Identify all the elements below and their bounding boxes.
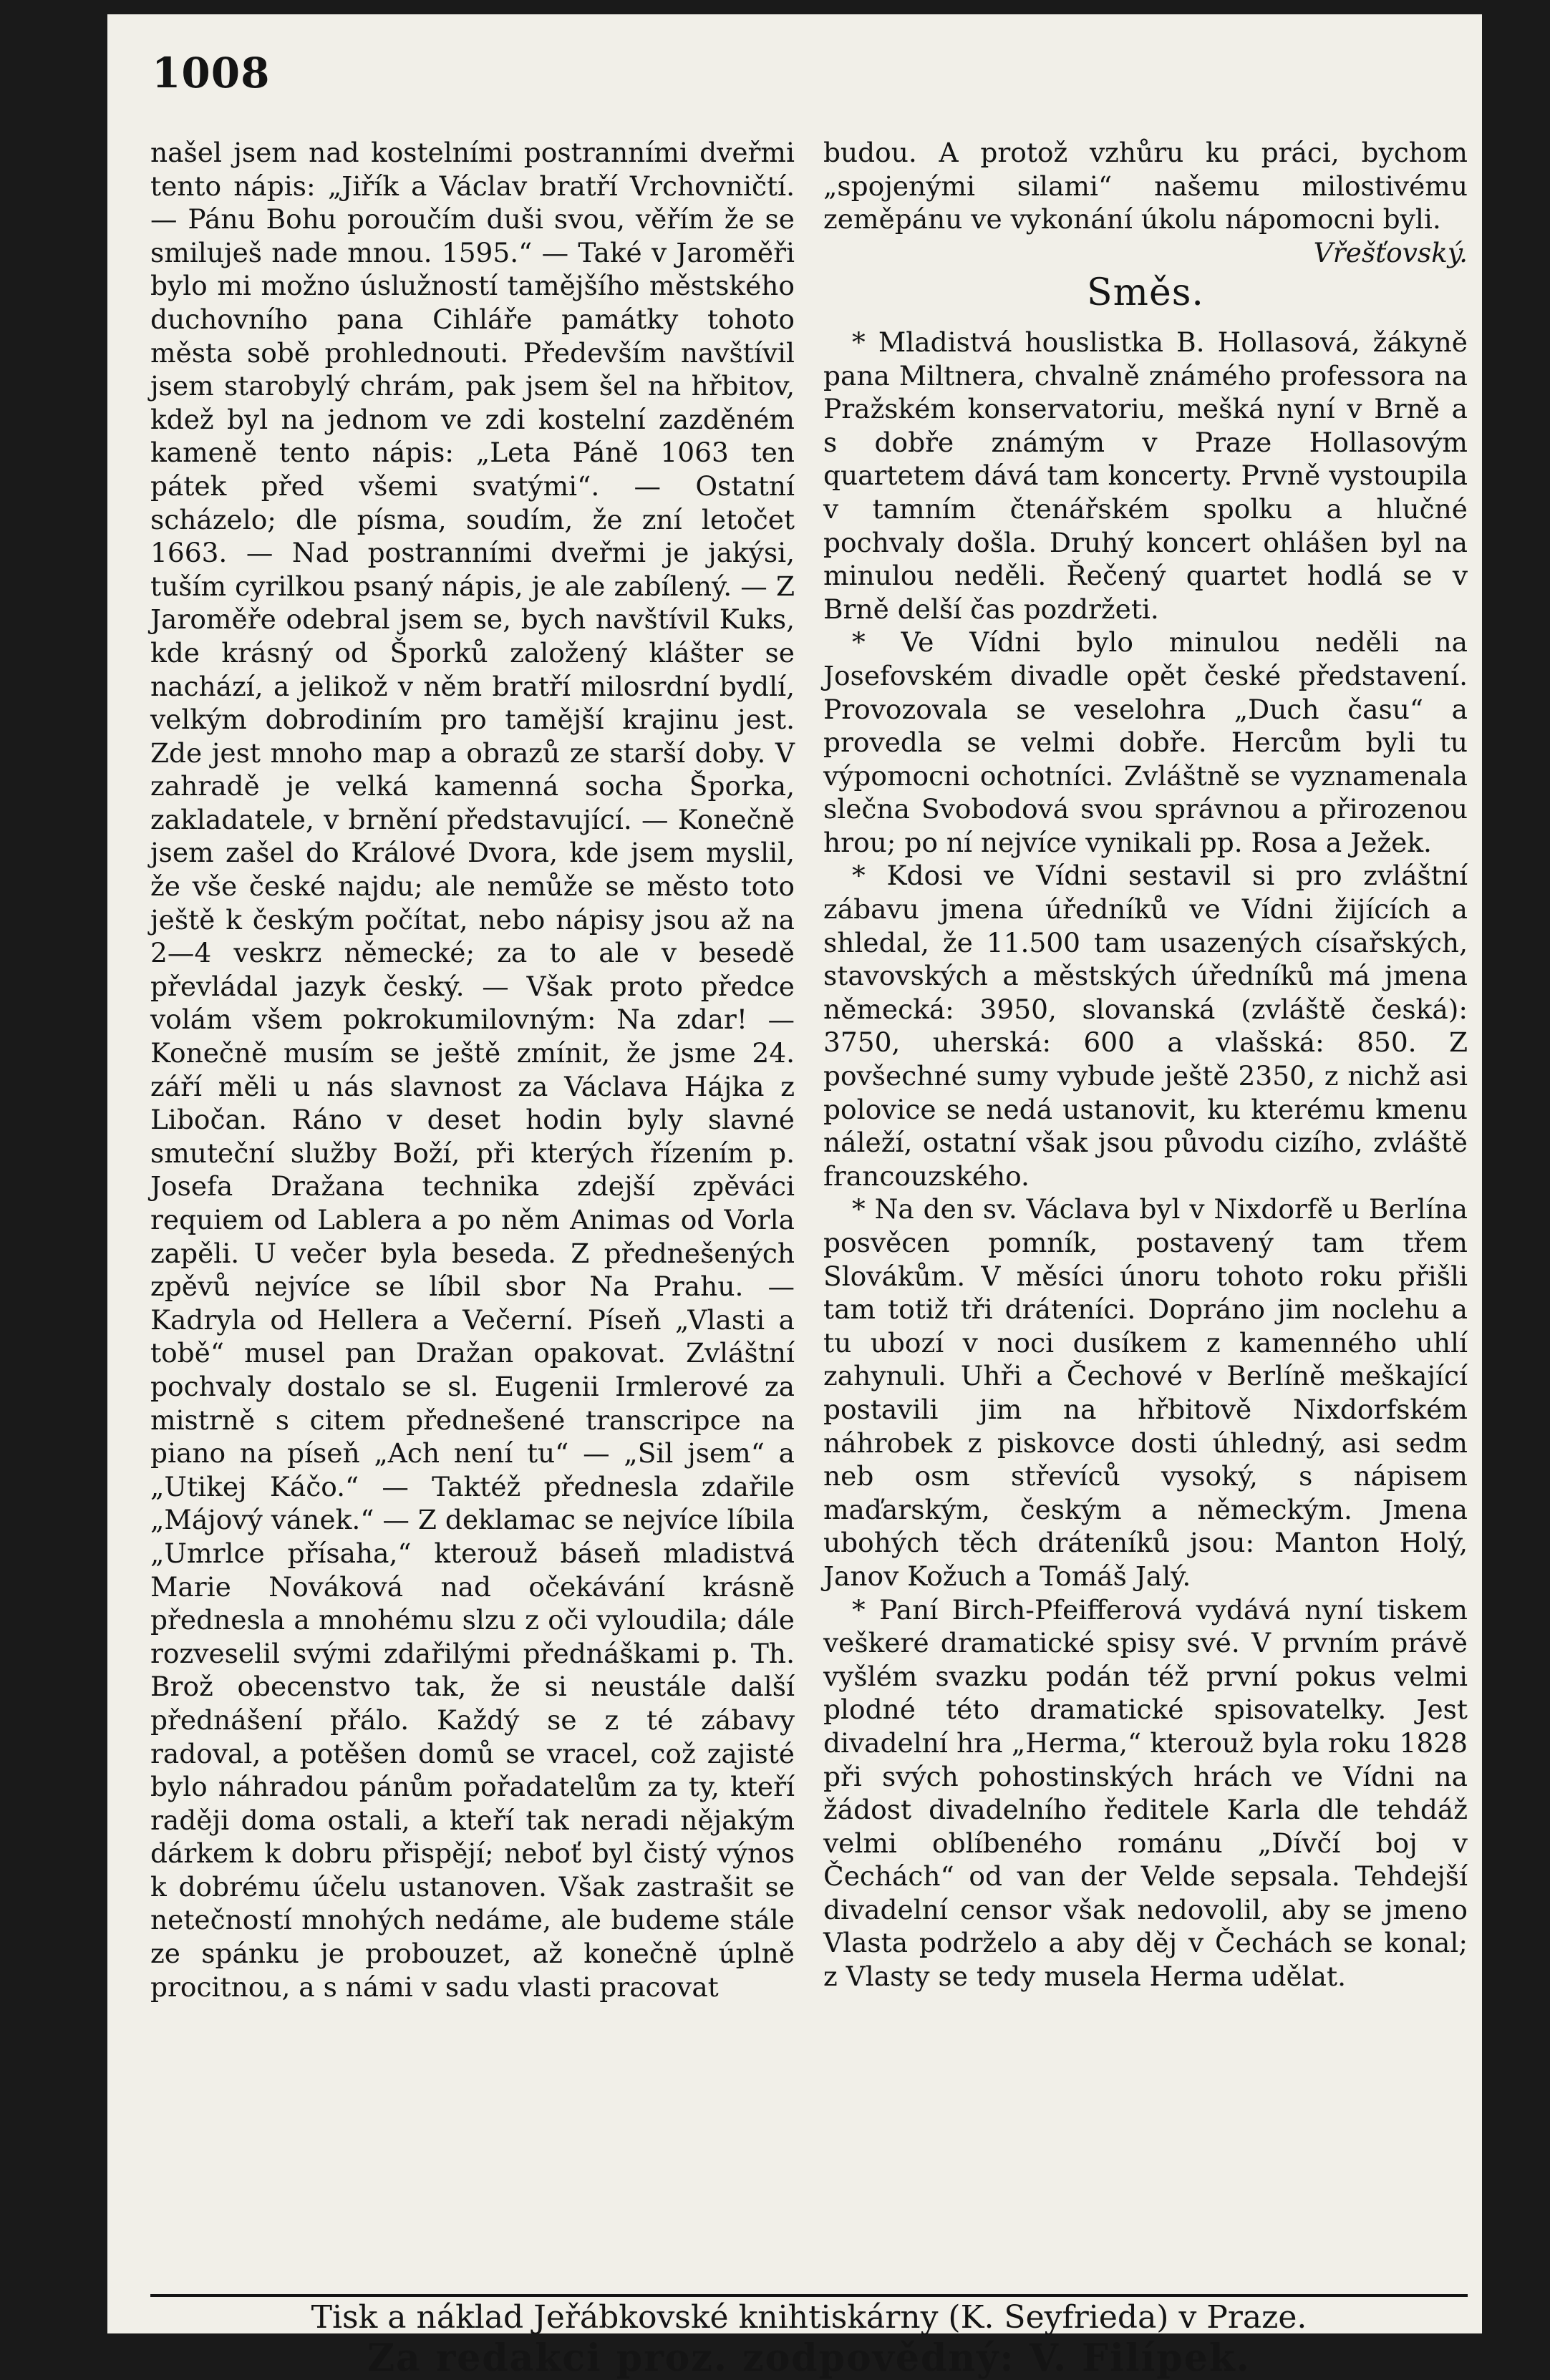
page-number: 1008 (152, 49, 271, 97)
continuation-text: budou. A protož vzhůru ku práci, bychom „spojenými silami“ našemu milostivému zeměpánu ve vykonání úkolu nápomocni byli. (823, 137, 1468, 235)
section-title: Směs. (1087, 271, 1204, 315)
author-signature: Vřešťovský. (1313, 236, 1468, 268)
left-column-text: našel jsem nad kostelními postranními dveřmi tento nápis: „Jiřík a Václav bratří Vrchovničtí. — Pánu Bohu poroučím duši svou, věřím že se smiluješ nade mnou. 1595.“ — Také v Jaroměři bylo mi možno úslužností tamějšího městského duchovního pana Cihláře památky tohoto města sobě prohlednouti. Především navštívil jsem starobylý chrám, pak jsem šel na hřbitov, kdež byl na jednom ve zdi kostelní zazděném kameně tento nápis: „Leta Páně 1063 ten pátek před všemi svatými“. — Ostatní scházelo; dle písma, soudím, že zní letočet 1663. — Nad postranními dveřmi je jakýsi, tuším cyrilkou psaný nápis, je ale zabílený. — Z Jaroměře odebral jsem se, bych navštívil Kuks, kde krásný od Šporků založený klášter se nachází, a jelikož v něm bratří milosrdní bydlí, velkým dobrodiním pro tamější krajinu jest. Zde jest mnoho map a obrazů ze starší doby. V zahradě je velká kamenná socha Šporka, zakladatele, v brnění představující. — Konečně jsem zašel do Králové Dvora, kde jsem myslil, že vše české najdu; ale nemůže se město toto ještě k českým počítat, nebo nápisy jsou až na 2—4 veskrz německé; za to ale v besedě převládal jazyk český. — Však proto předce volám všem pokrokumilovným: Na zdar! — Konečně musím se ještě zmínit, že jsme 24. září měli u nás slavnost za Václava Hájka z Libočan. Ráno v deset hodin byly slavné smuteční služby Boží, při kterých řízením p. Josefa Dražana technika zdejší zpěváci requiem od Lablera a po něm Animas od Vorla zapěli. U večer byla beseda. Z přednešených zpěvů nejvíce se líbil sbor Na Prahu. — Kadryla od Hellera a Večerní. Píseň „Vlasti a tobě“ musel pan Dražan opakovat. Zvláštní pochvaly dostalo se sl. Eugenii Irmlerové za mistrně s citem přednešené transcripce na piano na píseň „Ach není tu“ — „Sil jsem“ a „Utikej Káčo.“ — Taktéž přednesla zdařile „Májový vánek.“ — Z deklamac se nejvíce líbila „Umrlce přísaha,“ kterouž báseň mladistvá Marie Nováková nad očekávání krásně přednesla a mnohému slzu z oči vyloudila; dále rozveselil svými zdařilými přednáškami p. Th. Brož obecenstvo tak, že si neustále další přednášení přálo. Každý se z té zábavy radoval, a potěšen domů se vracel, což zajisté bylo náhradou pánům pořadatelům za ty, kteří raději doma ostali, a kteří tak neradi nějakým dárkem k dobru přispějí; neboť byl čistý výnos k dobrému účelu ustanoven. Však zastrašit se netečností mnohých nedáme, ale budeme stále ze spánku je probouzet, až konečně úplně procitnou, a s námi v sadu vlasti pracovat (150, 137, 795, 2003)
news-item: * Na den sv. Václava byl v Nixdorfě u Berlína posvěcen pomník, postavený tam třem Slovákům. V měsíci únoru tohoto roku přišli tam totiž tři dráteníci. Dopráno jim noclehu a tu ubozí v noci dusíkem z kamenného uhlí zahynuli. Uhři a Čechové v Berlíně meškající postavili jim na hřbitově Nixdorfském náhrobek z piskovce dosti úhledný, asi sedm neb osm střevíců vysoký, s nápisem maďarským, českým a německým. Jmena ubohých těch dráteníků jsou: Manton Holý, Janov Kožuch a Tomáš Jalý. (823, 1193, 1468, 1592)
editor-line: Za redakci proz. zodpovědný: V. Filípek. (367, 2336, 1251, 2380)
right-column (823, 136, 1468, 1993)
footer-divider (150, 2294, 1468, 2297)
news-item: * Mladistvá houslistka B. Hollasová, žákyně pana Miltnera, chvalně známého professora na Pražském konservatoriu, mešká nyní v Brně a s dobře známým v Praze Hollasovým quartetem dává tam koncerty. Prvně vystoupila v tamním čtenářském spolku a hlučné pochvaly došla. Druhý koncert ohlášen byl na minulou neděli. Řečený quartet hodlá se v Brně delší čas pozdržeti. (823, 326, 1468, 625)
news-item: * Paní Birch-Pfeifferová vydává nyní tiskem veškeré dramatické spisy své. V prvním právě vyšlém svazku podán též první pokus velmi plodné této dramatické spisovatelky. Jest divadelní hra „Herma,“ kterouž byla roku 1828 při svých pohostinských hrách ve Vídni na žádost divadelního ředitele Karla dle tehdáž velmi oblíbeného románu „Dívčí boj v Čechách“ od van der Velde sepsala. Tehdejší divadelní censor však nedovolil, aby se jmeno Vlasta podrželo a aby děj v Čechách se konal; z Vlasty se tedy musela Herma udělat. (823, 1593, 1468, 1993)
printer-line: Tisk a náklad Jeřábkovské knihtiskárny (K. Seyfrieda) v Praze. (311, 2299, 1307, 2336)
news-item: * Kdosi ve Vídni sestavil si pro zvláštní zábavu jmena úředníků ve Vídni žijících a shledal, že 11.500 tam usazených císařských, stavovských a městských úředníků má jmena německá: 3950, slovanská (zvláště česká): 3750, uherská: 600 a vlašská: 850. Z povšechné sumy vybude ještě 2350, z nichž asi polovice se nedá ustanovit, ku kterému kmenu náleží, ostatní však jsou původu cizího, zvláště francouzského. (823, 860, 1468, 1192)
newspaper-page (107, 14, 1482, 2380)
left-column (150, 136, 795, 2003)
news-item: * Ve Vídni bylo minulou neděli na Josefovském divadle opět české představení. Provozovala se veselohra „Duch času“ a provedla se velmi dobře. Hercům byli tu výpomocni ochotníci. Zvláštně se vyznamenala slečna Svobodová svou správnou a přirozenou hrou; po ní nejvíce vynikali pp. Rosa a Ježek. (823, 626, 1468, 858)
